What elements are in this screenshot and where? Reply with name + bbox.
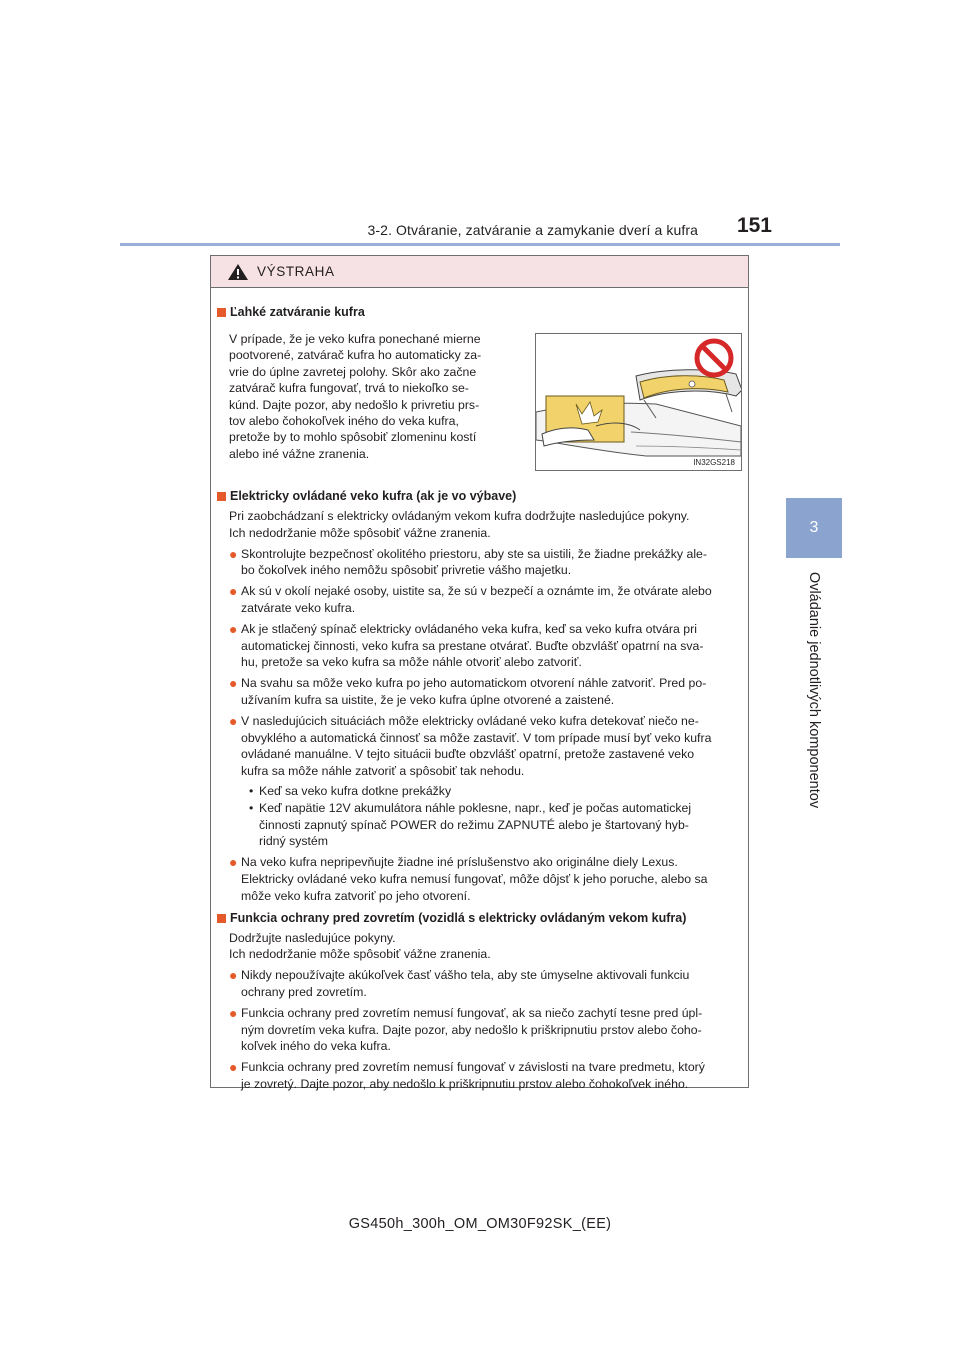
bullet-dot-icon: ● [229, 1059, 238, 1076]
warning-box [210, 255, 749, 1091]
footer-doc-code: GS450h_300h_OM_OM30F92SK_(EE) [348, 1216, 612, 1232]
page-number: 151 [736, 214, 772, 237]
trunk-closer-drawing [536, 334, 742, 470]
list-item: ● Na svahu sa môže veko kufra po jeho automatickom otvorení náhle zatvoriť. Pred po- užívaním kufra sa uistite, že je veko kufra úplne otvorené a zaistené. [229, 675, 707, 707]
list-item: ● Na veko kufra nepripevňujte žiadne iné príslušenstvo ako originálne diely Lexus. Elektricky ovládané veko kufra nemusí fungovať, môže dôjsť k jeho poruche, alebo sa môže veko kufra zatvoriť po jeho otvorení. [229, 854, 708, 903]
bullet-dot-icon: ● [229, 712, 238, 729]
square-bullet-icon [217, 914, 226, 923]
section-intro: Pri zaobchádzaní s elektricky ovládaným vekom kufra dodržujte nasledujúce pokyny. Ich nedodržanie môže spôsobiť vážne zranenia. [229, 509, 690, 540]
header-rule [120, 243, 840, 246]
section-title: Ľahké zatváranie kufra [217, 304, 742, 321]
list-item: ● Funkcia ochrany pred zovretím nemusí fungovať v závislosti na tvare predmetu, ktorý je zovretý. Dajte pozor, aby nedošlo k priškripnutiu prstov alebo čohokoľvek iného. [229, 1059, 705, 1091]
bullet-dot-icon: ● [229, 854, 238, 871]
chapter-tab [786, 498, 842, 558]
list-item: ● Ak je stlačený spínač elektricky ovládaného veka kufra, keď sa veko kufra otvára pri automatickej činnosti, veko kufra sa prestane otvárať. Buďte obzvlášť opatrní na sva- hu, pretože sa veko kufra sa môže náhle otvoriť alebo zatvoriť. [229, 620, 704, 670]
section-intro-with-figure [217, 331, 742, 471]
list-item: ● Funkcia ochrany pred zovretím nemusí fungovať, ak sa niečo zachytí tesne pred úpl- ným dovretím veka kufra. Dajte pozor, aby nedošlo k priškripnutiu prstov alebo čoho- koľvek iného do veka kufra. [229, 1004, 703, 1054]
warning-content [217, 287, 742, 1093]
list-item: ● Nikdy nepoužívajte akúkoľvek časť vášho tela, aby ste úmyselne aktivovali funkciu ochrany pred zovretím. [229, 967, 690, 999]
bullet-dot-icon: ● [229, 675, 238, 692]
bullet-dot-icon: ● [229, 620, 238, 637]
trunk-closer-illustration [535, 333, 742, 471]
prohibited-icon [697, 341, 731, 375]
chapter-tab-number: 3 [809, 519, 819, 536]
section-title: Elektricky ovládané veko kufra (ak je vo výbave) [217, 488, 742, 505]
warning-label: VÝSTRAHA [257, 264, 335, 279]
bullet-dot-icon: ● [229, 545, 238, 562]
page-header [0, 0, 960, 250]
warning-triangle-icon [227, 263, 249, 281]
square-bullet-icon [217, 492, 226, 501]
bullet-dot-icon: ● [229, 1004, 238, 1021]
sub-list-item: • Keď napätie 12V akumulátora náhle poklesne, napr., keď je počas automatickej činnosti zapnutý spínač POWER do režimu ZAPNUTÉ alebo je štartovaný hyb- ridný systém [249, 800, 692, 849]
section-intro: V prípade, že je veko kufra ponechané mierne pootvorené, zatvárač kufra ho automaticky za- vrie do úplne zavretej polohy. Skôr ako začne zatvárač kufra fungovať, trvá to niekoľko se- kúnd. Dajte pozor, aby nedošlo k privretiu prs- tov alebo čohokoľvek iného do veka kufra, pretože by to mohlo spôsobiť zlomeninu kostí alebo iné vážne zranenia. [229, 332, 482, 461]
sub-list-item: • Keď sa veko kufra dotkne prekážky [249, 783, 452, 798]
list-item: ● V nasledujúcich situáciách môže elektricky ovládané veko kufra detekovať niečo ne- obvyklého a automatická činnosť sa môže zastaviť. V tom prípade musí byť veko kufra ovládané manuálne. V tejto situácii buďte obzvlášť opatrní, pretože zastavené veko kufra sa môže náhle zatvoriť a spôsobiť tak nehodu. [229, 712, 712, 779]
warning-header [211, 256, 748, 288]
bullet-dot-icon: ● [229, 967, 238, 984]
bullet-dot-icon: ● [229, 583, 238, 600]
section-intro: Dodržujte nasledujúce pokyny. Ich nedodržanie môže spôsobiť vážne zranenia. [229, 930, 491, 962]
chapter-title: 3-2. Otváranie, zatváranie a zamykanie dverí a kufra [367, 222, 698, 238]
list-item: ● Skontrolujte bezpečnosť okolitého priestoru, aby ste sa uistili, že žiadne prekážky ale- bo čokoľvek iného nemôžu spôsobiť privretie vášho majetku. [229, 545, 707, 578]
section-title: Funkcia ochrany pred zovretím (vozidlá s elektricky ovládaným vekom kufra) [217, 910, 742, 927]
chapter-side-label [778, 565, 850, 815]
figure-code: IN32GS218 [693, 458, 735, 467]
chapter-side-label-text: Ovládanie jednotlivých komponentov [806, 571, 823, 809]
list-item: ● Ak sú v okolí nejaké osoby, uistite sa, že sú v bezpečí a oznámte im, že otvárate alebo zatvárate veko kufra. [229, 583, 712, 615]
square-bullet-icon [217, 308, 226, 317]
